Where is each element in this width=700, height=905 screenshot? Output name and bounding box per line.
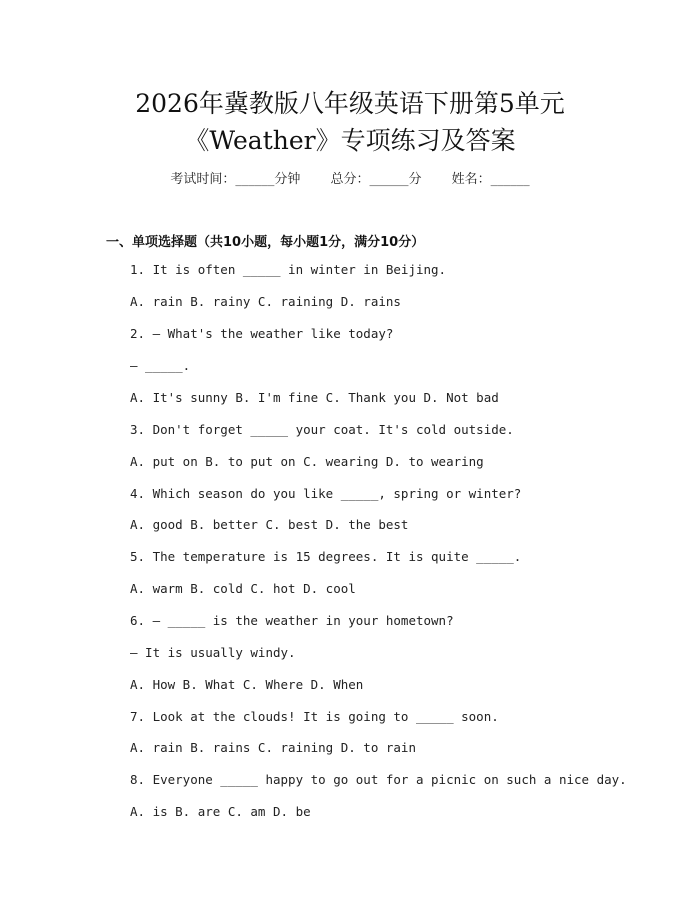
question-line: 3. Don't forget _____ your coat. It's cold outside. xyxy=(130,422,514,437)
document-title-line2: 《Weather》专项练习及答案 xyxy=(184,126,516,155)
question-line: 6. — _____ is the weather in your hometown? xyxy=(130,613,454,628)
options-line: A. rain B. rainy C. raining D. rains xyxy=(130,294,401,309)
document-title-line1: 2026年冀教版八年级英语下册第5单元 xyxy=(135,89,565,118)
exam-info xyxy=(0,168,700,187)
options-line: A. put on B. to put on C. wearing D. to wearing xyxy=(130,454,484,469)
options-line: A. is B. are C. am D. be xyxy=(130,804,311,819)
exam-name: 姓名：______ xyxy=(451,172,530,187)
question-line: 8. Everyone _____ happy to go out for a picnic on such a nice day. xyxy=(130,772,627,787)
options-line: A. good B. better C. best D. the best xyxy=(130,517,409,532)
question-line: 5. The temperature is 15 degrees. It is quite _____. xyxy=(130,549,522,564)
answer-line: — It is usually windy. xyxy=(130,645,296,660)
question-line: 1. It is often _____ in winter in Beijing. xyxy=(130,262,447,277)
question-line: 2. — What's the weather like today? xyxy=(130,326,394,341)
answer-line: — _____. xyxy=(130,358,191,373)
question-line: 4. Which season do you like _____, spring or winter? xyxy=(130,486,522,501)
exam-score: 总分：______分 xyxy=(330,172,422,187)
options-line: A. rain B. rains C. raining D. to rain xyxy=(130,740,416,755)
options-line: A. It's sunny B. I'm fine C. Thank you D. Not bad xyxy=(130,390,499,405)
options-line: A. How B. What C. Where D. When xyxy=(130,677,364,692)
section-heading: 一、单项选择题（共10小题，每小题1分，满分10分） xyxy=(106,235,425,250)
options-line: A. warm B. cold C. hot D. cool xyxy=(130,581,356,596)
question-line: 7. Look at the clouds! It is going to _____ soon. xyxy=(130,709,499,724)
exam-time: 考试时间：______分钟 xyxy=(170,172,301,187)
